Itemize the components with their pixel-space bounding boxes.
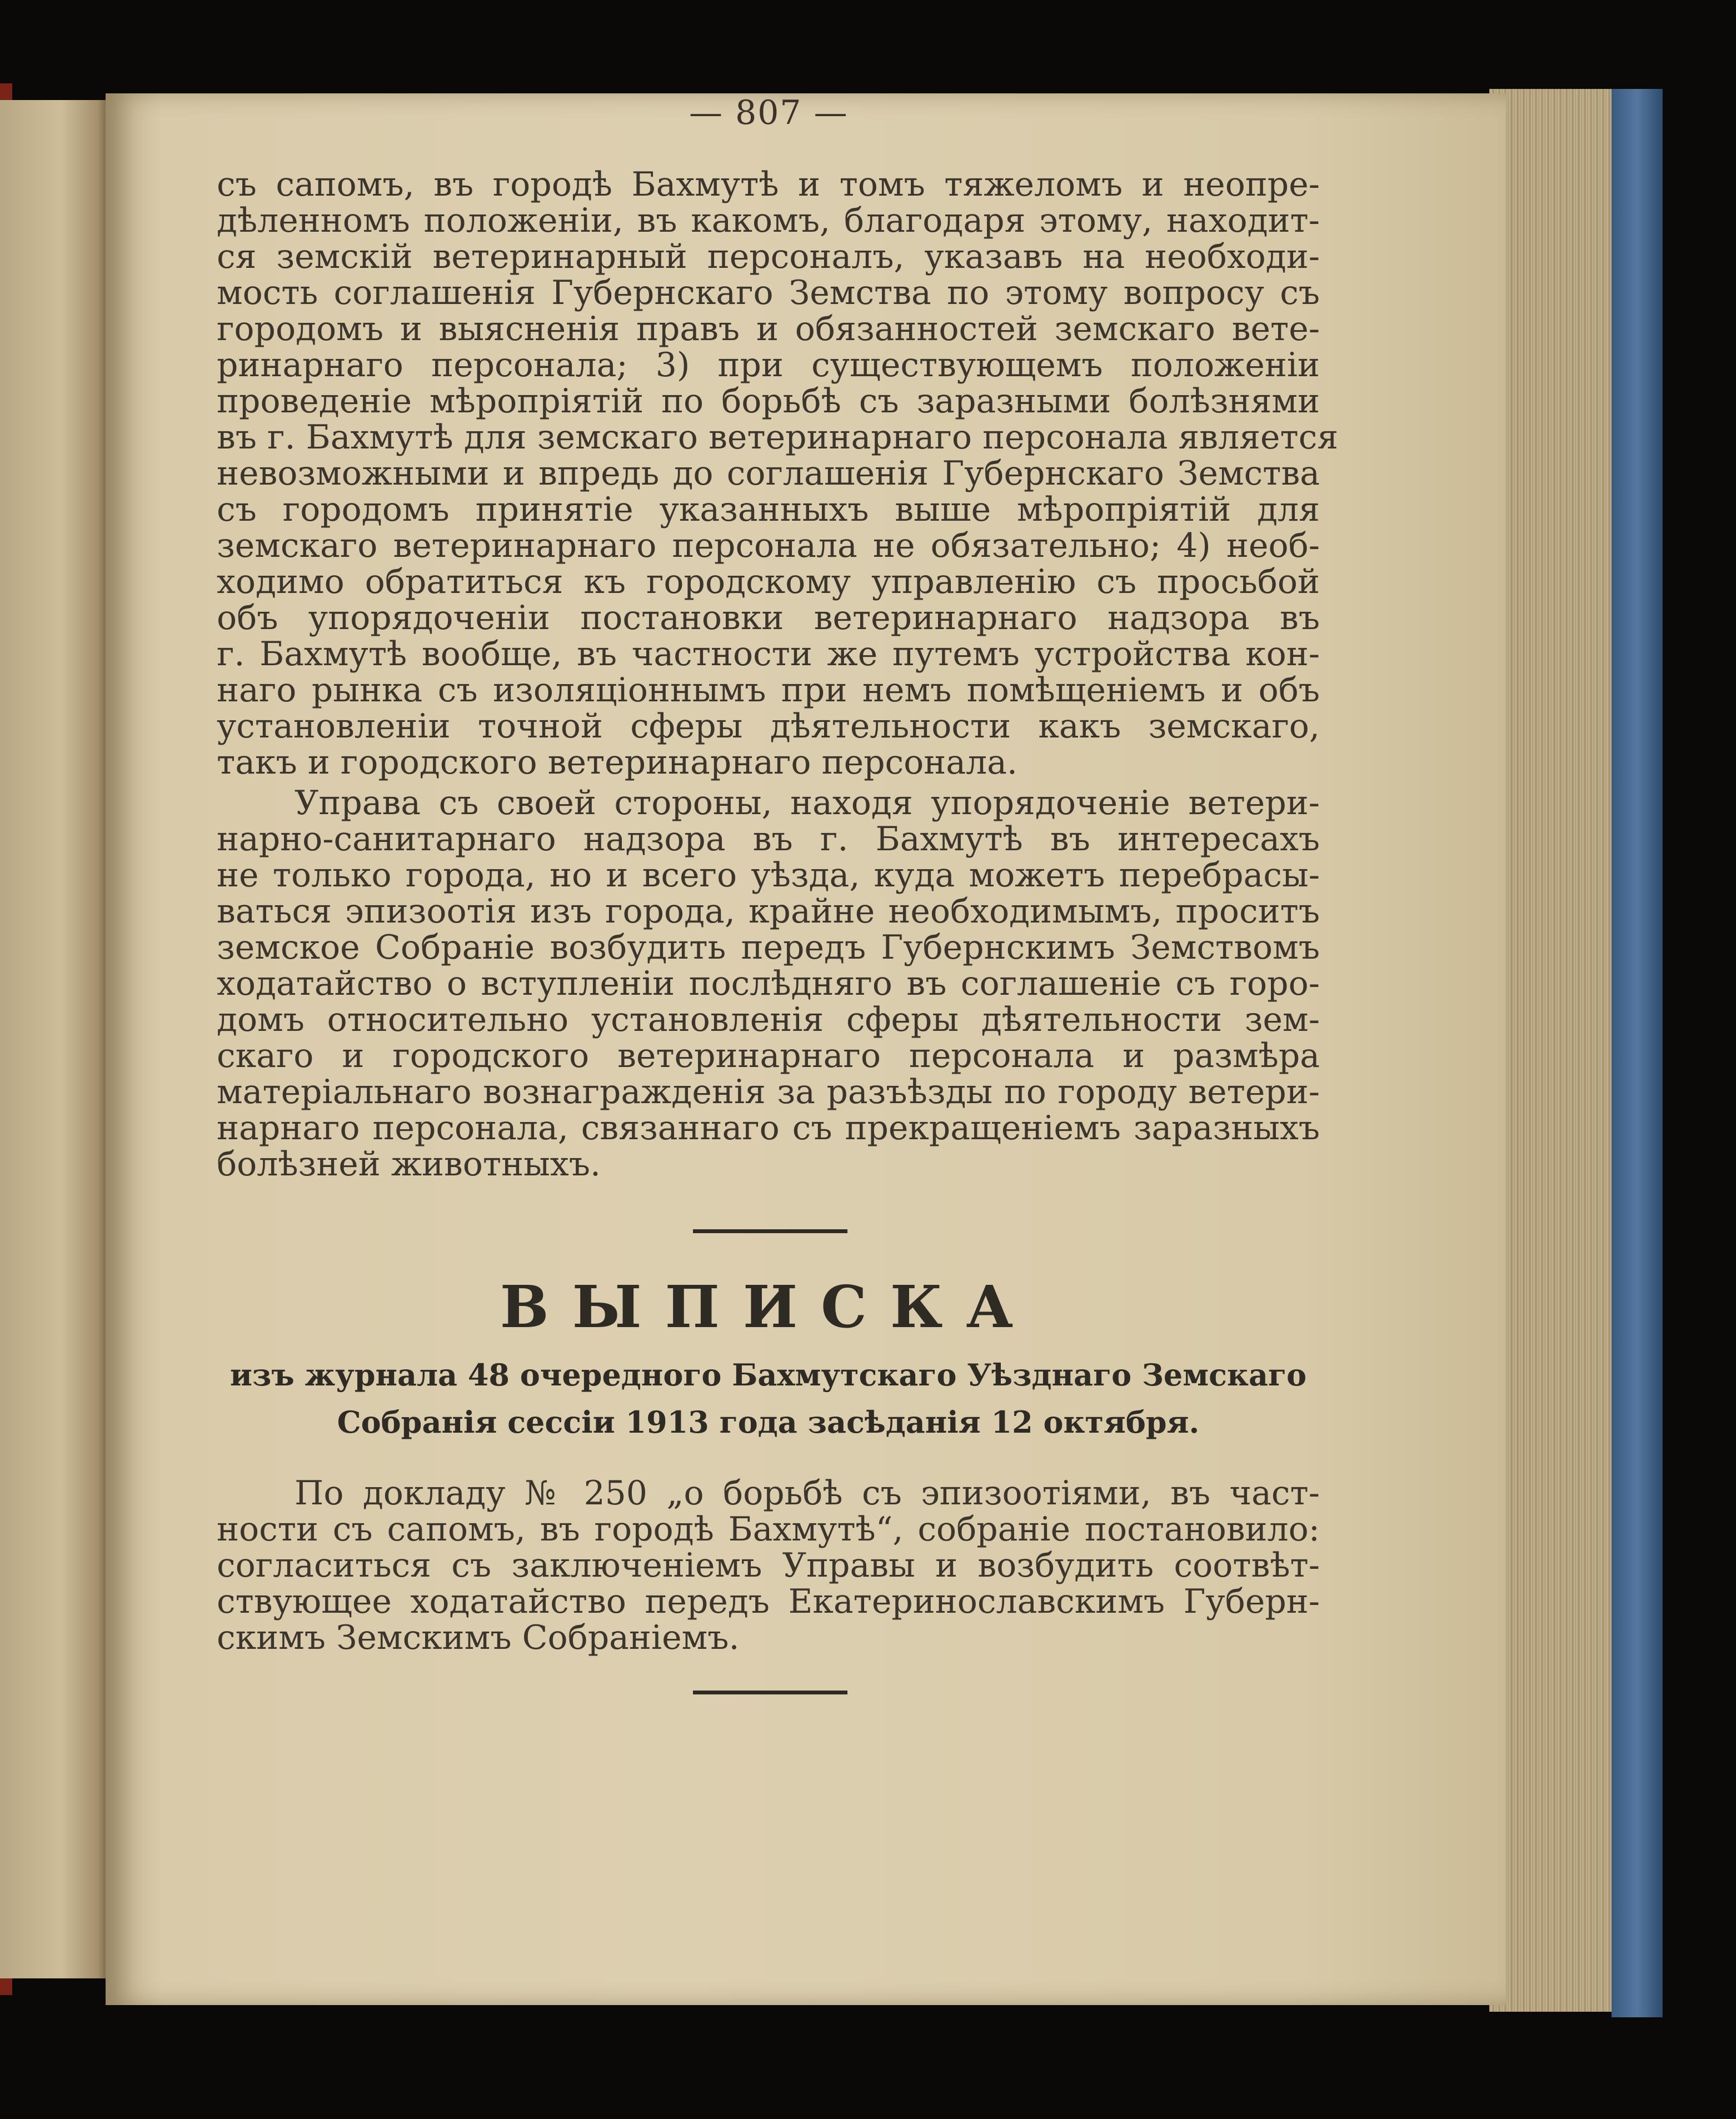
blue-cover-edge <box>1612 89 1663 2017</box>
text-line: нарнаго персонала, связаннаго съ прекращеніемъ заразныхъ <box>217 1109 1320 1148</box>
page-number: — 807 — <box>689 93 849 132</box>
text-line: домъ относительно установленія сферы дѣятельности зем- <box>217 1000 1320 1039</box>
paragraph-2 <box>217 785 1320 1183</box>
subheading-line: изъ журнала 48 очередного Бахмутскаго Уѣзднаго Земскаго <box>230 1357 1307 1393</box>
text-line: ся земскій ветеринарный персоналъ, указавъ на необходи- <box>217 237 1320 276</box>
divider-rule <box>693 1229 847 1233</box>
text-line: Управа съ своей стороны, находя упорядоченіе ветери- <box>295 784 1320 822</box>
section-subheading <box>217 1352 1320 1446</box>
text-line: нарно-санитарнаго надзора въ г. Бахмутѣ въ интересахъ <box>217 820 1320 859</box>
text-line: ходатайство о вступленіи послѣдняго въ соглашеніе съ горо- <box>217 964 1320 1003</box>
text-line: не только города, но и всего уѣзда, куда можетъ перебрасы- <box>217 856 1320 895</box>
text-line: въ г. Бахмутѣ для земскаго ветеринарнаго персонала является <box>217 418 1339 457</box>
text-line: По докладу № 250 „о борьбѣ съ эпизоотіями, въ част- <box>295 1474 1320 1513</box>
text-line: матеріальнаго вознагражденія за разъѣзды по городу ветери- <box>217 1073 1320 1111</box>
subheading-line: Собранія сессіи 1913 года засѣданія 12 октября. <box>337 1404 1200 1440</box>
text-line: наго рынка съ изоляціоннымъ при немъ помѣщеніемъ и объ <box>217 671 1320 710</box>
text-line: мость соглашенія Губернскаго Земства по этому вопросу съ <box>217 273 1320 312</box>
text-line: земское Собраніе возбудить передъ Губернскимъ Земствомъ <box>217 928 1320 967</box>
text-line: установленіи точной сферы дѣятельности какъ земскаго, <box>217 707 1320 746</box>
text-line: г. Бахмутѣ вообще, въ частности же путемъ устройства кон- <box>217 635 1320 674</box>
text-line: дѣленномъ положеніи, въ какомъ, благодаря этому, находит- <box>217 201 1320 240</box>
text-line: городомъ и выясненія правъ и обязанностей земскаго вете- <box>217 310 1320 348</box>
text-line: проведеніе мѣропріятій по борьбѣ съ заразными болѣзнями <box>217 382 1320 421</box>
text-line: скимъ Земскимъ Собраніемъ. <box>217 1618 740 1657</box>
text-line: согласиться съ заключеніемъ Управы и возбудить соотвѣт- <box>217 1546 1320 1585</box>
text-line: ринарнаго персонала; 3) при существующемъ положеніи <box>217 346 1320 385</box>
resolution-text <box>217 1475 1320 1656</box>
text-line: ности съ сапомъ, въ городѣ Бахмутѣ“, собраніе постановило: <box>217 1510 1320 1549</box>
text-line: съ сапомъ, въ городѣ Бахмутѣ и томъ тяжеломъ и неопре- <box>217 165 1320 204</box>
text-line: ходимо обратиться къ городскому управленію съ просьбой <box>217 562 1320 601</box>
text-line: ствующее ходатайство передъ Екатеринославскимъ Губерн- <box>217 1582 1320 1621</box>
text-line: съ городомъ принятіе указанныхъ выше мѣропріятій для <box>217 490 1320 529</box>
text-line: ваться эпизоотія изъ города, крайне необходимымъ, проситъ <box>217 892 1320 931</box>
page-stack-edge <box>1489 89 1632 2012</box>
body-text <box>217 165 1339 1184</box>
text-line: такъ и городского ветеринарнаго персонала. <box>217 743 1017 782</box>
text-line: невозможными и впредь до соглашенія Губернскаго Земства <box>217 454 1320 493</box>
section-heading: ВЫПИСКА <box>500 1273 1037 1341</box>
text-line: земскаго ветеринарнаго персонала не обязательно; 4) необ- <box>217 526 1320 565</box>
text-line: объ упорядоченіи постановки ветеринарнаго надзора въ <box>217 599 1320 637</box>
text-line: болѣзней животныхъ. <box>217 1145 601 1184</box>
text-line: скаго и городского ветеринарнаго персонала и размѣра <box>217 1036 1320 1075</box>
divider-rule-bottom <box>693 1691 847 1694</box>
paragraph-1 <box>217 165 1339 782</box>
left-page-margin <box>0 100 113 1978</box>
paragraph-3 <box>217 1475 1320 1656</box>
